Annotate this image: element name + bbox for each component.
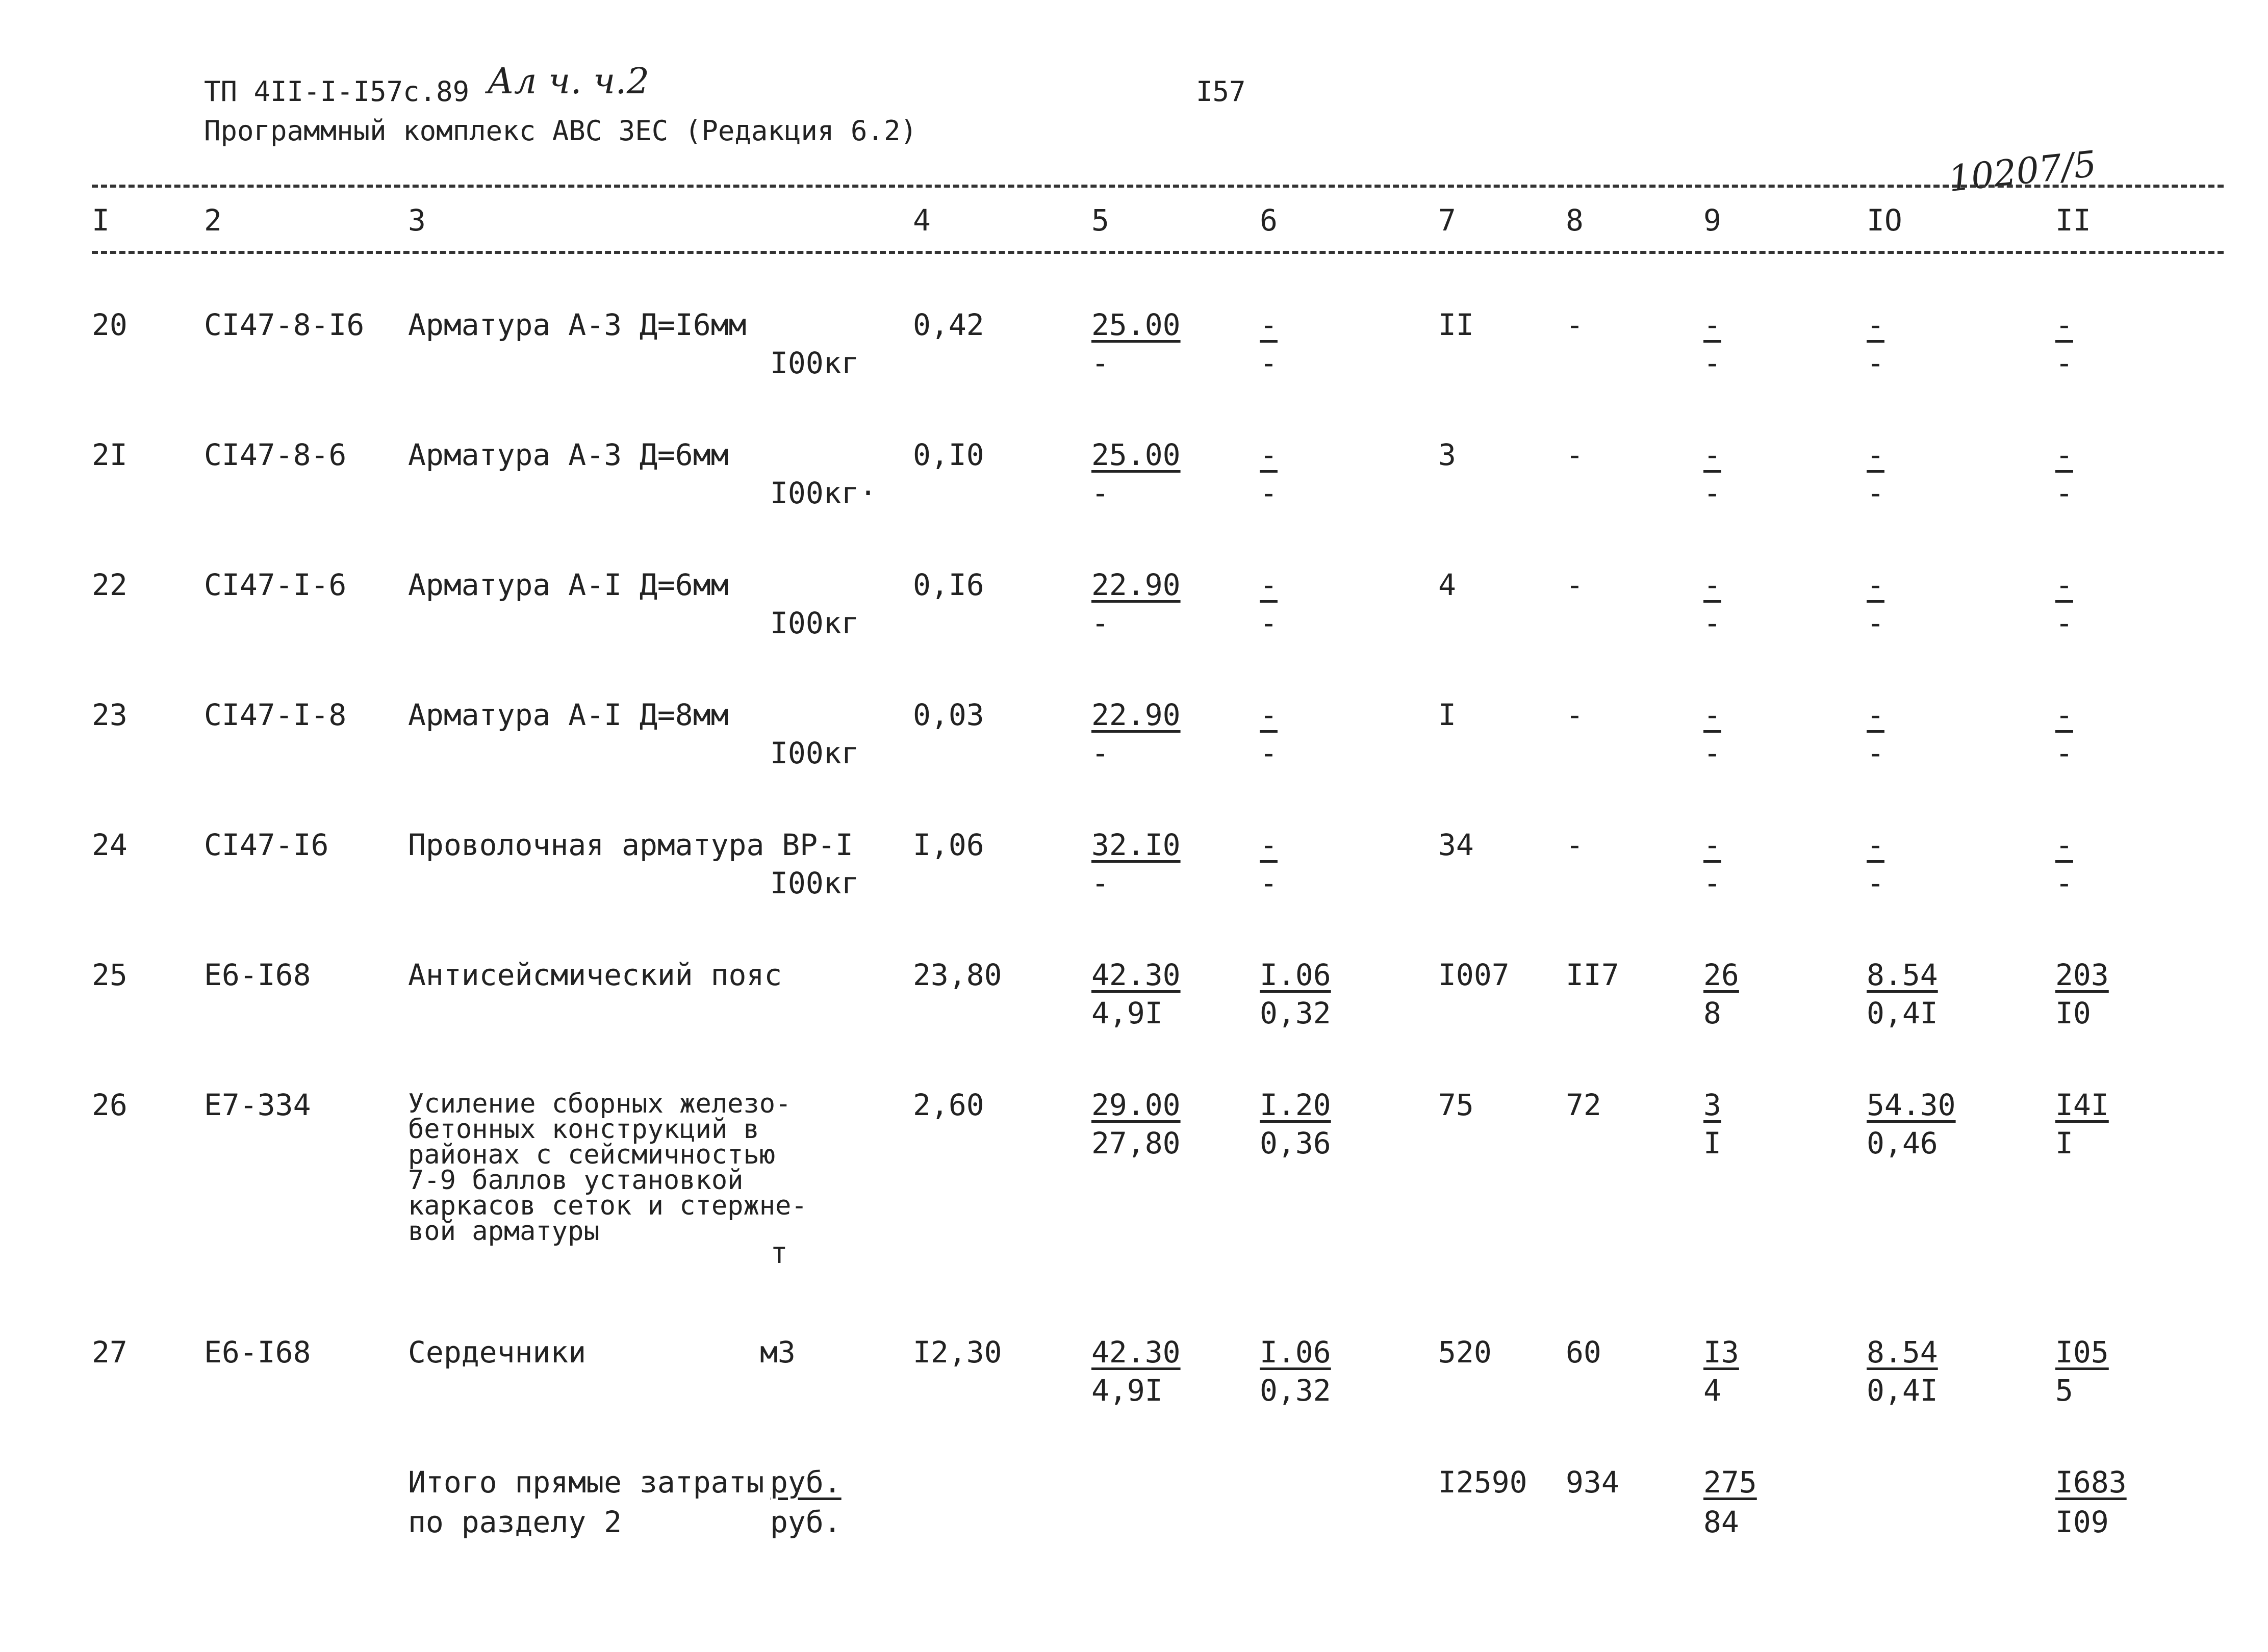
cost-top: 3	[1703, 1088, 1721, 1122]
row-number: 23	[92, 698, 128, 732]
unit-cost-top: -	[1260, 307, 1278, 342]
row-number: 24	[92, 828, 128, 862]
unit-cost-bottom: -	[1260, 346, 1278, 380]
column-number: 5	[1091, 203, 1109, 238]
cost-top: -	[1703, 567, 1721, 602]
col11-sum-top: I683	[2055, 1465, 2127, 1500]
cost-bottom: -	[1703, 736, 1721, 770]
unit-cost-top: -	[1260, 567, 1278, 602]
cost-top: -	[1703, 307, 1721, 342]
cost-bottom: I	[1703, 1126, 1721, 1160]
cost-bottom: 4	[1703, 1373, 1721, 1408]
unit-cost-bottom: 4,9I	[1091, 996, 1163, 1030]
cost-bottom: -	[1867, 476, 1884, 510]
cost-bottom: -	[1703, 476, 1721, 510]
unit-cost-top: 22.90	[1091, 698, 1181, 732]
cost-bottom: 0,4I	[1867, 1373, 1938, 1408]
cost-top: 203	[2055, 958, 2109, 992]
column-number: I	[92, 203, 110, 238]
unit-cost-bottom: -	[1091, 866, 1109, 900]
unit-cost-top: 32.I0	[1091, 828, 1181, 862]
rate-code: E6-I68	[204, 1335, 311, 1370]
cost-bottom: 0,4I	[1867, 996, 1938, 1030]
cost-top: -	[1703, 828, 1721, 862]
unit-cost-top: -	[1260, 828, 1278, 862]
quantity: 0,42	[913, 307, 984, 342]
total-label-line2: по разделу 2	[408, 1505, 622, 1539]
total-label: Итого прямые затраты	[408, 1465, 765, 1500]
handwritten-note: Ал ч. ч.2	[487, 60, 650, 102]
program-line: Программный комплекс АВС 3ЕС (Редакция 6.2)	[204, 115, 917, 147]
rate-code: CI47-8-6	[204, 437, 347, 472]
cost-top: -	[1867, 437, 1884, 472]
unit-cost-bottom: -	[1091, 346, 1109, 380]
col9-sum-top: 275	[1703, 1465, 1757, 1500]
cost-top: I4I	[2055, 1088, 2109, 1122]
unit-cost-top: -	[1260, 698, 1278, 732]
unit-cost-top: 42.30	[1091, 958, 1181, 992]
work-description: Антисейсмический пояс	[408, 958, 782, 992]
unit: т	[770, 1235, 788, 1270]
cost-bottom: 5	[2055, 1373, 2073, 1408]
cost-top: -	[2055, 828, 2073, 862]
rate-code: E6-I68	[204, 958, 311, 992]
cost-bottom: -	[2055, 606, 2073, 640]
wages-total: 72	[1566, 1088, 1601, 1122]
col11-sum-bottom: I09	[2055, 1505, 2109, 1539]
cost-top: -	[2055, 698, 2073, 732]
total-cost: 75	[1438, 1088, 1474, 1122]
work-description: Арматура А-3 Д=6мм	[408, 437, 729, 472]
cost-top: -	[2055, 567, 2073, 602]
cost-bottom: -	[1867, 346, 1884, 380]
total-cost: I	[1438, 698, 1456, 732]
unit: I00кг	[770, 606, 859, 640]
cost-top: 8.54	[1867, 958, 1938, 992]
quantity: I2,30	[913, 1335, 1002, 1370]
cost-bottom: -	[2055, 346, 2073, 380]
unit: I00кг	[770, 346, 859, 380]
cost-top: 8.54	[1867, 1335, 1938, 1370]
cost-top: 26	[1703, 958, 1739, 992]
row-number: 2I	[92, 437, 128, 472]
quantity: 0,I6	[913, 567, 984, 602]
cost-bottom: -	[2055, 736, 2073, 770]
unit-cost-bottom: -	[1260, 736, 1278, 770]
unit-cost-bottom: -	[1260, 476, 1278, 510]
work-description: Арматура А-3 Д=I6мм	[408, 307, 747, 342]
handwritten-reference: 10207/5	[1946, 143, 2099, 200]
column-number: 8	[1566, 203, 1584, 238]
unit-cost-top: I.06	[1260, 1335, 1331, 1370]
work-description: Проволочная арматура ВР-I	[408, 828, 853, 862]
document-code: ТП 4II-I-I57с.89	[204, 75, 470, 108]
unit-cost-top: 42.30	[1091, 1335, 1181, 1370]
quantity: I,06	[913, 828, 984, 862]
cost-bottom: -	[2055, 476, 2073, 510]
quantity: 0,03	[913, 698, 984, 732]
wages-total: -	[1566, 567, 1584, 602]
unit: I00кг	[770, 866, 859, 900]
total-cost: 4	[1438, 567, 1456, 602]
rate-code: CI47-I6	[204, 828, 329, 862]
cost-bottom: -	[2055, 866, 2073, 900]
total-cost: II	[1438, 307, 1474, 342]
unit: I00кг·	[770, 476, 877, 510]
cost-top: -	[1867, 567, 1884, 602]
work-description: Усиление сборных железо- бетонных конструкций в районах с сейсмичностью 7-9 баллов установкой каркасов сеток и стержне- вой арматуры	[408, 1089, 807, 1247]
header-bottom-rule	[92, 251, 2224, 254]
row-number: 22	[92, 567, 128, 602]
unit-cost-top: -	[1260, 437, 1278, 472]
cost-bottom: -	[1703, 866, 1721, 900]
total-cost: 34	[1438, 828, 1474, 862]
column-number: II	[2055, 203, 2091, 238]
column-number: 2	[204, 203, 222, 238]
unit-cost-top: 25.00	[1091, 307, 1181, 342]
work-description: Сердечники	[408, 1335, 587, 1370]
rate-code: CI47-I-6	[204, 567, 347, 602]
cost-top: -	[1703, 698, 1721, 732]
cost-bottom: I	[2055, 1126, 2073, 1160]
cost-top: -	[2055, 437, 2073, 472]
column-number: 7	[1438, 203, 1456, 238]
total-unit: руб.	[770, 1465, 842, 1500]
unit-cost-bottom: -	[1091, 476, 1109, 510]
cost-top: -	[1867, 307, 1884, 342]
column-number: 6	[1260, 203, 1278, 238]
wages-total: -	[1566, 307, 1584, 342]
wages-total: -	[1566, 437, 1584, 472]
quantity: 0,I0	[913, 437, 984, 472]
cost-top: I05	[2055, 1335, 2109, 1370]
unit-cost-bottom: -	[1091, 606, 1109, 640]
unit-cost-bottom: 0,32	[1260, 996, 1331, 1030]
column-number: 9	[1703, 203, 1721, 238]
wages-sum: 934	[1566, 1465, 1619, 1500]
total-cost: 520	[1438, 1335, 1492, 1370]
cost-top: 54.30	[1867, 1088, 1956, 1122]
cost-bottom: -	[1703, 606, 1721, 640]
cost-top: I3	[1703, 1335, 1739, 1370]
cost-bottom: -	[1703, 346, 1721, 380]
total-cost: 3	[1438, 437, 1456, 472]
cost-bottom: 8	[1703, 996, 1721, 1030]
page-number: I57	[1196, 75, 1246, 108]
unit-cost-bottom: -	[1091, 736, 1109, 770]
unit-cost-top: 25.00	[1091, 437, 1181, 472]
total-cost: I007	[1438, 958, 1510, 992]
row-number: 25	[92, 958, 128, 992]
total-unit-line2: руб.	[770, 1505, 842, 1539]
unit-cost-bottom: 27,80	[1091, 1126, 1181, 1160]
work-description: Арматура А-I Д=8мм	[408, 698, 729, 732]
unit-cost-top: 22.90	[1091, 567, 1181, 602]
column-number: 3	[408, 203, 426, 238]
unit: м3	[760, 1335, 796, 1370]
rate-code: CI47-I-8	[204, 698, 347, 732]
work-description: Арматура А-I Д=6мм	[408, 567, 729, 602]
unit: I00кг	[770, 736, 859, 770]
column-number: 4	[913, 203, 931, 238]
rate-code: E7-334	[204, 1088, 311, 1122]
unit-cost-top: 29.00	[1091, 1088, 1181, 1122]
cost-top: -	[1867, 698, 1884, 732]
row-number: 26	[92, 1088, 128, 1122]
wages-total: II7	[1566, 958, 1619, 992]
unit-cost-bottom: 0,36	[1260, 1126, 1331, 1160]
column-number: IO	[1867, 203, 1902, 238]
row-number: 20	[92, 307, 128, 342]
cost-bottom: -	[1867, 606, 1884, 640]
quantity: 2,60	[913, 1088, 984, 1122]
total-cost-sum: I2590	[1438, 1465, 1527, 1500]
unit-cost-bottom: 0,32	[1260, 1373, 1331, 1408]
row-number: 27	[92, 1335, 128, 1370]
header-top-rule	[92, 185, 2224, 188]
unit-cost-bottom: -	[1260, 866, 1278, 900]
wages-total: -	[1566, 698, 1584, 732]
cost-bottom: 0,46	[1867, 1126, 1938, 1160]
unit-cost-bottom: -	[1260, 606, 1278, 640]
rate-code: CI47-8-I6	[204, 307, 365, 342]
unit-cost-top: I.20	[1260, 1088, 1331, 1122]
cost-bottom: I0	[2055, 996, 2091, 1030]
cost-bottom: -	[1867, 866, 1884, 900]
unit-cost-top: I.06	[1260, 958, 1331, 992]
cost-top: -	[1867, 828, 1884, 862]
quantity: 23,80	[913, 958, 1002, 992]
wages-total: 60	[1566, 1335, 1601, 1370]
wages-total: -	[1566, 828, 1584, 862]
cost-top: -	[2055, 307, 2073, 342]
cost-top: -	[1703, 437, 1721, 472]
cost-bottom: -	[1867, 736, 1884, 770]
unit-cost-bottom: 4,9I	[1091, 1373, 1163, 1408]
col9-sum-bottom: 84	[1703, 1505, 1739, 1539]
